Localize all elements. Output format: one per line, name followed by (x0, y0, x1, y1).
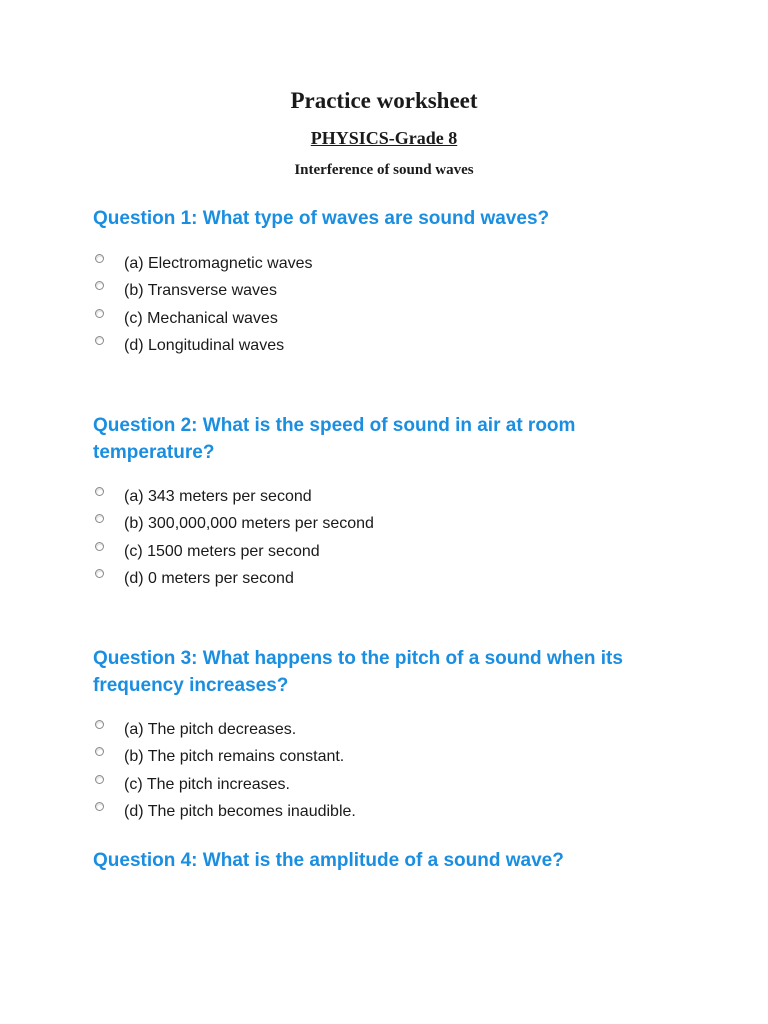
option-label: (b) The pitch remains constant. (124, 748, 345, 766)
radio-button-icon[interactable] (95, 720, 104, 729)
radio-button-icon[interactable] (95, 747, 104, 756)
radio-button-icon[interactable] (95, 775, 104, 784)
option-label: (c) Mechanical waves (124, 309, 278, 327)
option-label: (d) The pitch becomes inaudible. (124, 803, 356, 821)
option-3a[interactable] (93, 720, 693, 747)
radio-button-icon[interactable] (95, 802, 104, 811)
option-3d[interactable] (93, 802, 693, 829)
option-label: (d) 0 meters per second (124, 570, 294, 588)
option-2c[interactable] (93, 542, 693, 569)
radio-button-icon[interactable] (95, 336, 104, 345)
question-1-options (93, 254, 693, 364)
option-label: (b) Transverse waves (124, 282, 277, 300)
worksheet-title: Practice worksheet (290, 88, 478, 113)
radio-button-icon[interactable] (95, 281, 104, 290)
radio-button-icon[interactable] (95, 514, 104, 523)
option-label: (d) Longitudinal waves (124, 337, 285, 355)
option-2b[interactable] (93, 514, 693, 541)
worksheet-topic: Interference of sound waves (294, 162, 474, 178)
question-2-options (93, 487, 693, 597)
option-1b[interactable] (93, 281, 693, 308)
radio-button-icon[interactable] (95, 542, 104, 551)
option-label: (c) The pitch increases. (124, 775, 290, 793)
option-1a[interactable] (93, 254, 693, 281)
radio-button-icon[interactable] (95, 309, 104, 318)
radio-button-icon[interactable] (95, 569, 104, 578)
radio-button-icon[interactable] (95, 487, 104, 496)
option-label: (b) 300,000,000 meters per second (124, 515, 374, 533)
option-1d[interactable] (93, 336, 693, 363)
question-2-text: Question 2: What is the speed of sound in air at room temperature? (93, 415, 576, 463)
question-3-options (93, 720, 693, 830)
option-label: (a) The pitch decreases. (124, 721, 297, 738)
question-3-text: Question 3: What happens to the pitch of a sound when its frequency increases? (93, 648, 623, 696)
option-label: (a) 343 meters per second (124, 488, 312, 505)
option-1c[interactable] (93, 309, 693, 336)
option-3c[interactable] (93, 775, 693, 802)
option-2d[interactable] (93, 569, 693, 596)
option-3b[interactable] (93, 747, 693, 774)
question-1-text: Question 1: What type of waves are sound waves? (93, 208, 550, 229)
question-4-text: Question 4: What is the amplitude of a sound wave? (93, 850, 564, 871)
option-label: (a) Electromagnetic waves (124, 255, 313, 272)
worksheet-subtitle: PHYSICS-Grade 8 (310, 128, 458, 148)
option-label: (c) 1500 meters per second (124, 542, 320, 560)
radio-button-icon[interactable] (95, 254, 104, 263)
option-2a[interactable] (93, 487, 693, 514)
